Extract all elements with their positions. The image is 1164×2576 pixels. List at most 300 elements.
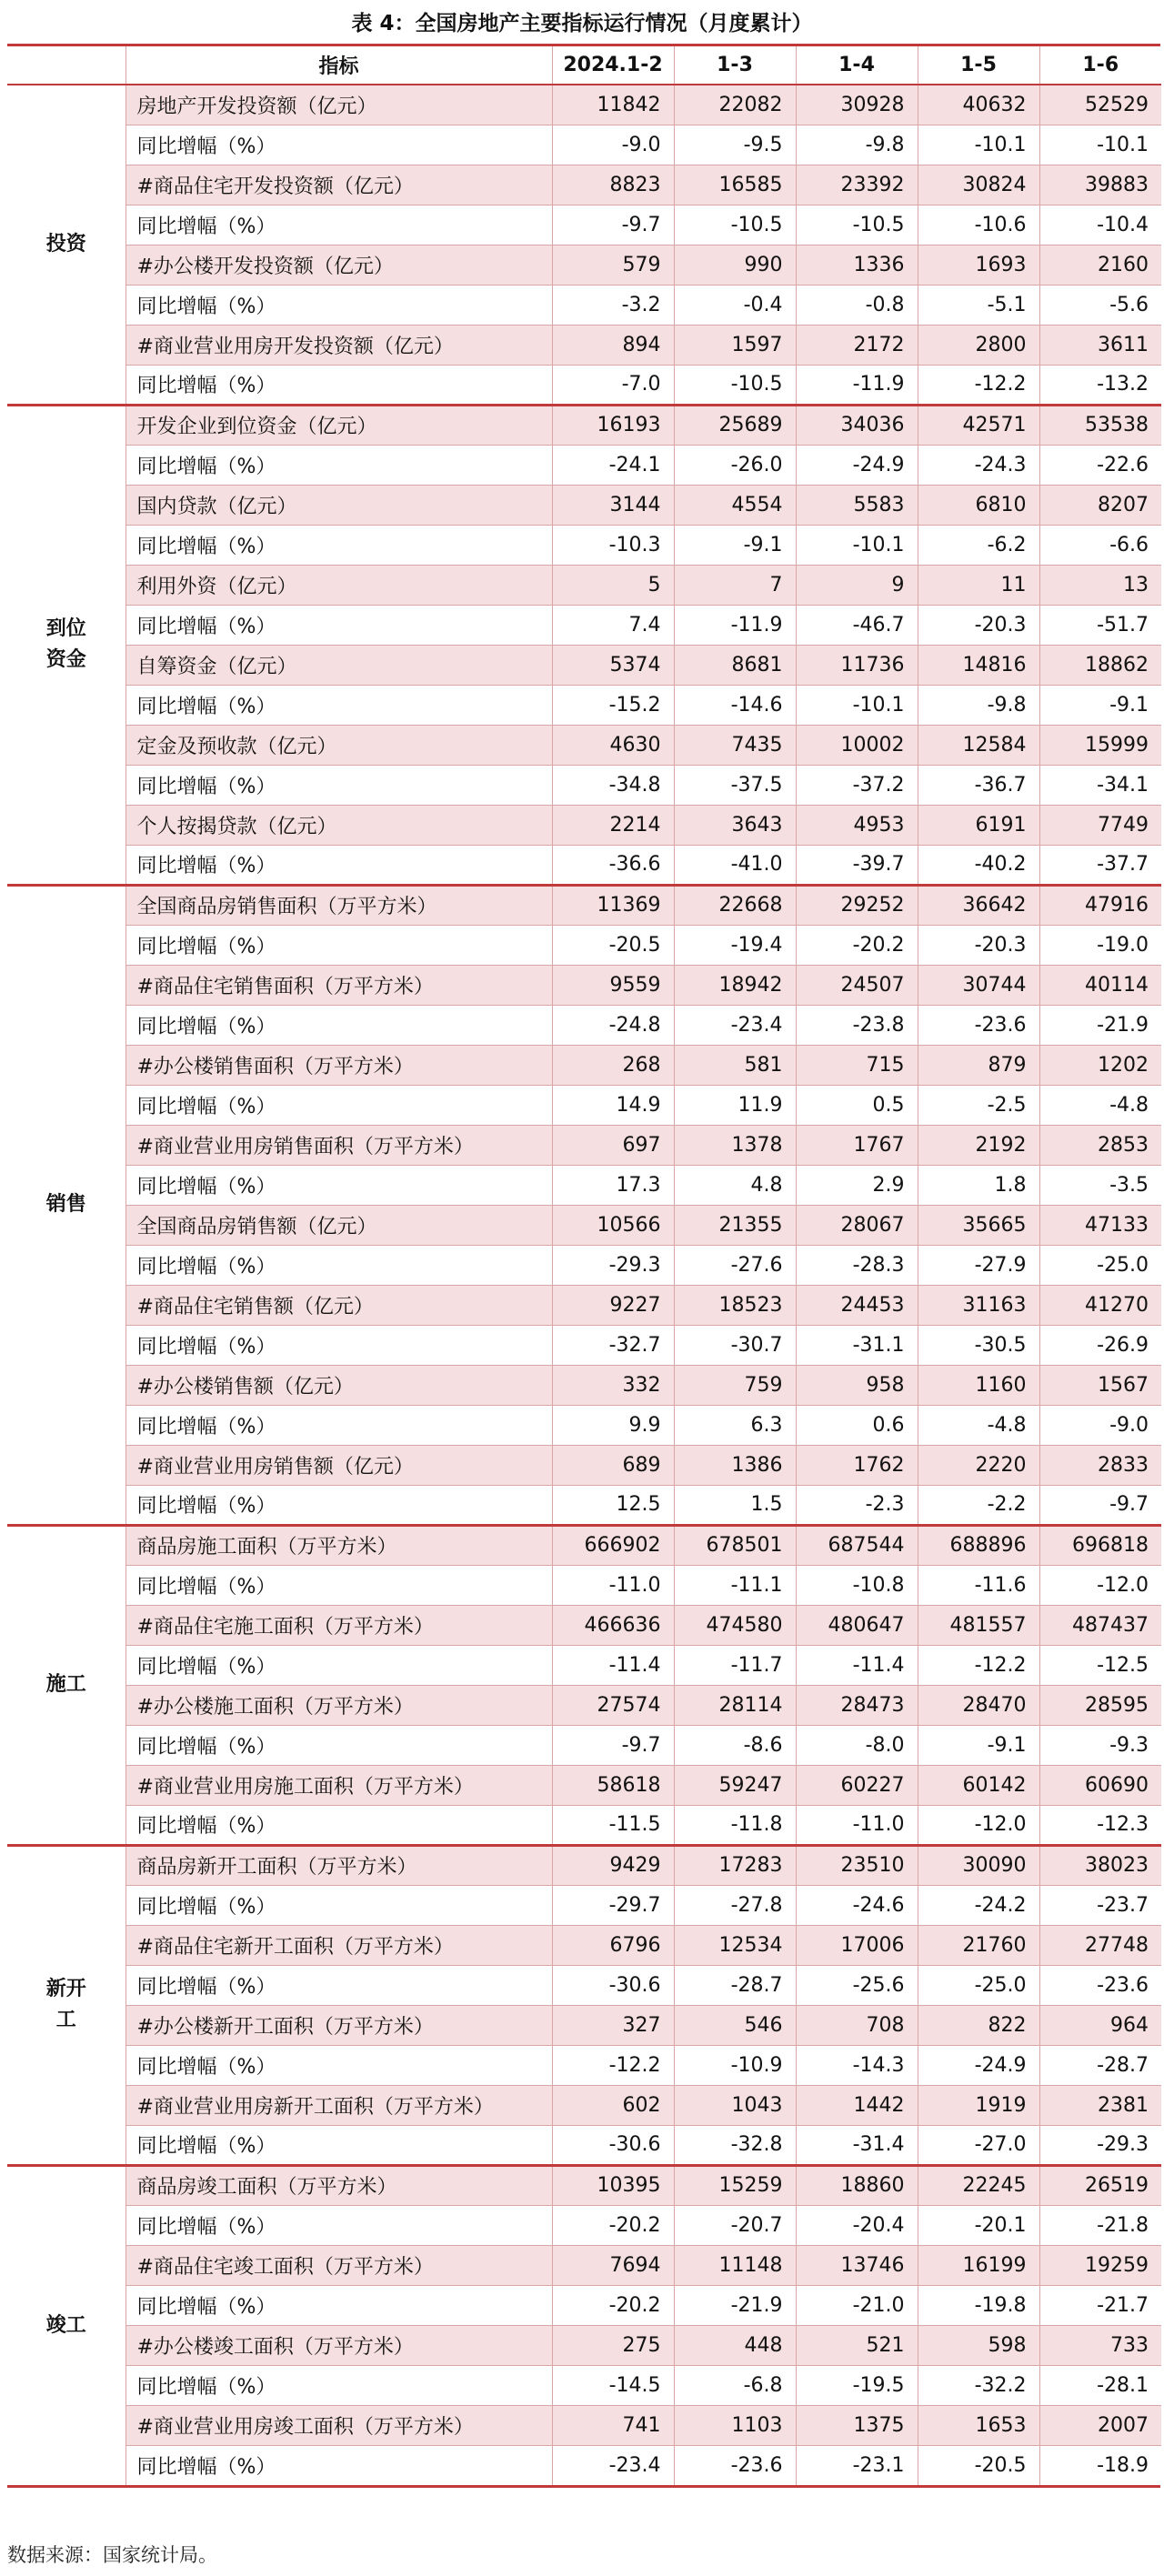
cell-value: -8.6 bbox=[674, 1725, 796, 1765]
cell-value: -9.1 bbox=[1039, 685, 1161, 725]
row-label: 国内贷款（亿元） bbox=[125, 485, 552, 525]
cell-value: -20.3 bbox=[918, 925, 1039, 965]
cell-value: 11842 bbox=[552, 85, 674, 125]
table-title: 表 4：全国房地产主要指标运行情况（月度累计） bbox=[351, 12, 813, 35]
section-0 bbox=[7, 85, 1161, 405]
cell-value: -23.1 bbox=[796, 2445, 918, 2485]
cell-value: -27.0 bbox=[918, 2125, 1039, 2165]
cell-value: 581 bbox=[674, 1045, 796, 1085]
row-label: #办公楼销售面积（万平方米） bbox=[125, 1045, 552, 1085]
cell-value: 12534 bbox=[674, 1925, 796, 1965]
cell-value: -11.8 bbox=[674, 1805, 796, 1845]
cell-value: 21760 bbox=[918, 1925, 1039, 1965]
cell-value: 30090 bbox=[918, 1845, 1039, 1885]
section-5 bbox=[7, 2165, 1161, 2485]
cell-value: 24507 bbox=[796, 965, 918, 1005]
row-label: 利用外资（亿元） bbox=[125, 565, 552, 605]
row-label: 同比增幅（%） bbox=[125, 2205, 552, 2245]
table-row bbox=[7, 2205, 1161, 2245]
cell-value: 60227 bbox=[796, 1765, 918, 1805]
row-label: 同比增幅（%） bbox=[125, 1165, 552, 1205]
cell-value: -32.8 bbox=[674, 2125, 796, 2165]
cell-value: 15999 bbox=[1039, 725, 1161, 765]
header-row bbox=[7, 46, 1161, 85]
table-row bbox=[7, 405, 1161, 445]
cell-value: 18860 bbox=[796, 2165, 918, 2205]
cell-value: 7.4 bbox=[552, 605, 674, 645]
cell-value: 52529 bbox=[1039, 85, 1161, 125]
table-row bbox=[7, 1245, 1161, 1285]
cell-value: -12.5 bbox=[1039, 1645, 1161, 1685]
cell-value: -9.7 bbox=[1039, 1485, 1161, 1525]
cell-value: 521 bbox=[796, 2325, 918, 2365]
cell-value: -2.3 bbox=[796, 1485, 918, 1525]
cell-value: -26.0 bbox=[674, 445, 796, 485]
cell-value: 15259 bbox=[674, 2165, 796, 2205]
header-indicator: 指标 bbox=[125, 46, 552, 85]
cell-value: 3611 bbox=[1039, 325, 1161, 365]
cell-value: -2.2 bbox=[918, 1485, 1039, 1525]
table-row bbox=[7, 525, 1161, 565]
cell-value: -27.8 bbox=[674, 1885, 796, 1925]
cell-value: 41270 bbox=[1039, 1285, 1161, 1325]
cell-value: 10566 bbox=[552, 1205, 674, 1245]
row-label: 同比增幅（%） bbox=[125, 285, 552, 325]
cell-value: 38023 bbox=[1039, 1845, 1161, 1885]
row-label: 房地产开发投资额（亿元） bbox=[125, 85, 552, 125]
row-label: 同比增幅（%） bbox=[125, 1565, 552, 1605]
cell-value: -7.0 bbox=[552, 365, 674, 405]
cell-value: -22.6 bbox=[1039, 445, 1161, 485]
cell-value: -25.0 bbox=[918, 1965, 1039, 2005]
cell-value: -24.3 bbox=[918, 445, 1039, 485]
cell-value: -12.0 bbox=[1039, 1565, 1161, 1605]
cell-value: 1.5 bbox=[674, 1485, 796, 1525]
row-label: 同比增幅（%） bbox=[125, 1645, 552, 1685]
section-1 bbox=[7, 405, 1161, 885]
cell-value: -23.7 bbox=[1039, 1885, 1161, 1925]
cell-value: -41.0 bbox=[674, 845, 796, 885]
cell-value: 22668 bbox=[674, 885, 796, 925]
cell-value: 24453 bbox=[796, 1285, 918, 1325]
cell-value: -23.8 bbox=[796, 1005, 918, 1045]
table-row bbox=[7, 965, 1161, 1005]
cell-value: 327 bbox=[552, 2005, 674, 2045]
cell-value: 27574 bbox=[552, 1685, 674, 1725]
table-row bbox=[7, 1525, 1161, 1565]
row-label: 同比增幅（%） bbox=[125, 1085, 552, 1125]
table-row bbox=[7, 1885, 1161, 1925]
cell-value: -29.3 bbox=[552, 1245, 674, 1285]
row-label: #商品住宅竣工面积（万平方米） bbox=[125, 2245, 552, 2285]
cell-value: 4554 bbox=[674, 485, 796, 525]
row-label: 商品房竣工面积（万平方米） bbox=[125, 2165, 552, 2205]
cell-value: 28067 bbox=[796, 1205, 918, 1245]
cell-value: 10395 bbox=[552, 2165, 674, 2205]
cell-value: 28114 bbox=[674, 1685, 796, 1725]
cell-value: 11369 bbox=[552, 885, 674, 925]
cell-value: 19259 bbox=[1039, 2245, 1161, 2285]
row-label: 商品房新开工面积（万平方米） bbox=[125, 1845, 552, 1885]
cell-value: 28595 bbox=[1039, 1685, 1161, 1725]
cell-value: 35665 bbox=[918, 1205, 1039, 1245]
cell-value: 28473 bbox=[796, 1685, 918, 1725]
cell-value: 2853 bbox=[1039, 1125, 1161, 1165]
cell-value: -23.6 bbox=[918, 1005, 1039, 1045]
cell-value: 1762 bbox=[796, 1445, 918, 1485]
cell-value: -12.2 bbox=[918, 1645, 1039, 1685]
cell-value: 2160 bbox=[1039, 245, 1161, 285]
cell-value: -25.6 bbox=[796, 1965, 918, 2005]
table-row bbox=[7, 2245, 1161, 2285]
table-row bbox=[7, 1965, 1161, 2005]
table-row bbox=[7, 1165, 1161, 1205]
row-label: 同比增幅（%） bbox=[125, 2125, 552, 2165]
cell-value: -14.3 bbox=[796, 2045, 918, 2085]
table-header bbox=[7, 46, 1161, 85]
cell-value: 5583 bbox=[796, 485, 918, 525]
cell-value: 7 bbox=[674, 565, 796, 605]
cell-value: -10.9 bbox=[674, 2045, 796, 2085]
row-label: 同比增幅（%） bbox=[125, 1485, 552, 1525]
cell-value: 687544 bbox=[796, 1525, 918, 1565]
cell-value: 3643 bbox=[674, 805, 796, 845]
row-label: 商品房施工面积（万平方米） bbox=[125, 1525, 552, 1565]
cell-value: 18942 bbox=[674, 965, 796, 1005]
cell-value: -34.8 bbox=[552, 765, 674, 805]
cell-value: -10.8 bbox=[796, 1565, 918, 1605]
cell-value: -9.8 bbox=[918, 685, 1039, 725]
header-period: 1-4 bbox=[796, 46, 918, 85]
cell-value: -20.7 bbox=[674, 2205, 796, 2245]
cell-value: 27748 bbox=[1039, 1925, 1161, 1965]
table-row bbox=[7, 2005, 1161, 2045]
table-row bbox=[7, 1045, 1161, 1085]
cell-value: -18.9 bbox=[1039, 2445, 1161, 2485]
cell-value: -24.1 bbox=[552, 445, 674, 485]
cell-value: -26.9 bbox=[1039, 1325, 1161, 1365]
cell-value: -11.9 bbox=[796, 365, 918, 405]
cell-value: 1597 bbox=[674, 325, 796, 365]
table-row bbox=[7, 2165, 1161, 2205]
cell-value: -23.6 bbox=[1039, 1965, 1161, 2005]
cell-value: -19.0 bbox=[1039, 925, 1161, 965]
table-row bbox=[7, 1005, 1161, 1045]
table-row bbox=[7, 1765, 1161, 1805]
table-row bbox=[7, 245, 1161, 285]
cell-value: 16199 bbox=[918, 2245, 1039, 2285]
row-label: #商业营业用房竣工面积（万平方米） bbox=[125, 2405, 552, 2445]
cell-value: -4.8 bbox=[918, 1405, 1039, 1445]
cell-value: -37.5 bbox=[674, 765, 796, 805]
cell-value: 14.9 bbox=[552, 1085, 674, 1125]
cell-value: -27.6 bbox=[674, 1245, 796, 1285]
cell-value: -31.4 bbox=[796, 2125, 918, 2165]
cell-value: -12.2 bbox=[918, 365, 1039, 405]
cell-value: 1386 bbox=[674, 1445, 796, 1485]
cell-value: 59247 bbox=[674, 1765, 796, 1805]
cell-value: 7435 bbox=[674, 725, 796, 765]
table-row bbox=[7, 1085, 1161, 1125]
cell-value: 2214 bbox=[552, 805, 674, 845]
cell-value: 332 bbox=[552, 1365, 674, 1405]
cell-value: -32.7 bbox=[552, 1325, 674, 1365]
cell-value: -10.4 bbox=[1039, 205, 1161, 245]
row-label: #商业营业用房施工面积（万平方米） bbox=[125, 1765, 552, 1805]
header-group-corner bbox=[7, 46, 125, 85]
cell-value: 2.9 bbox=[796, 1165, 918, 1205]
table-row bbox=[7, 2365, 1161, 2405]
table-row bbox=[7, 1405, 1161, 1445]
table-row bbox=[7, 165, 1161, 205]
cell-value: -20.2 bbox=[796, 925, 918, 965]
table-row bbox=[7, 725, 1161, 765]
cell-value: -10.1 bbox=[1039, 125, 1161, 165]
cell-value: 894 bbox=[552, 325, 674, 365]
cell-value: -21.7 bbox=[1039, 2285, 1161, 2325]
cell-value: 487437 bbox=[1039, 1605, 1161, 1645]
cell-value: 36642 bbox=[918, 885, 1039, 925]
cell-value: -27.9 bbox=[918, 1245, 1039, 1285]
cell-value: -20.2 bbox=[552, 2285, 674, 2325]
cell-value: -9.0 bbox=[552, 125, 674, 165]
cell-value: -13.2 bbox=[1039, 365, 1161, 405]
cell-value: 4.8 bbox=[674, 1165, 796, 1205]
row-label: #商品住宅新开工面积（万平方米） bbox=[125, 1925, 552, 1965]
cell-value: 696818 bbox=[1039, 1525, 1161, 1565]
cell-value: 6796 bbox=[552, 1925, 674, 1965]
cell-value: -19.5 bbox=[796, 2365, 918, 2405]
cell-value: -0.8 bbox=[796, 285, 918, 325]
cell-value: -11.4 bbox=[552, 1645, 674, 1685]
row-label: #办公楼销售额（亿元） bbox=[125, 1365, 552, 1405]
cell-value: -24.8 bbox=[552, 1005, 674, 1045]
table-row bbox=[7, 645, 1161, 685]
cell-value: -9.8 bbox=[796, 125, 918, 165]
cell-value: -21.9 bbox=[1039, 1005, 1161, 1045]
row-label: 同比增幅（%） bbox=[125, 445, 552, 485]
cell-value: -23.6 bbox=[674, 2445, 796, 2485]
cell-value: 9227 bbox=[552, 1285, 674, 1325]
cell-value: 60690 bbox=[1039, 1765, 1161, 1805]
cell-value: -29.7 bbox=[552, 1885, 674, 1925]
cell-value: 39883 bbox=[1039, 165, 1161, 205]
cell-value: 1693 bbox=[918, 245, 1039, 285]
cell-value: -23.4 bbox=[674, 1005, 796, 1045]
table-row bbox=[7, 2285, 1161, 2325]
cell-value: 1378 bbox=[674, 1125, 796, 1165]
cell-value: -20.5 bbox=[552, 925, 674, 965]
cell-value: 2172 bbox=[796, 325, 918, 365]
cell-value: -21.9 bbox=[674, 2285, 796, 2325]
cell-value: 7749 bbox=[1039, 805, 1161, 845]
cell-value: -34.1 bbox=[1039, 765, 1161, 805]
row-label: #商业营业用房销售额（亿元） bbox=[125, 1445, 552, 1485]
cell-value: -20.2 bbox=[552, 2205, 674, 2245]
cell-value: -30.7 bbox=[674, 1325, 796, 1365]
cell-value: -5.1 bbox=[918, 285, 1039, 325]
table-row bbox=[7, 285, 1161, 325]
cell-value: 30744 bbox=[918, 965, 1039, 1005]
cell-value: 40114 bbox=[1039, 965, 1161, 1005]
cell-value: -36.6 bbox=[552, 845, 674, 885]
row-label: 同比增幅（%） bbox=[125, 685, 552, 725]
cell-value: -11.9 bbox=[674, 605, 796, 645]
cell-value: 688896 bbox=[918, 1525, 1039, 1565]
cell-value: -20.3 bbox=[918, 605, 1039, 645]
cell-value: 2800 bbox=[918, 325, 1039, 365]
cell-value: 598 bbox=[918, 2325, 1039, 2365]
cell-value: 6.3 bbox=[674, 1405, 796, 1445]
header-period: 2024.1-2 bbox=[552, 46, 674, 85]
cell-value: -6.8 bbox=[674, 2365, 796, 2405]
cell-value: -28.3 bbox=[796, 1245, 918, 1285]
cell-value: 58618 bbox=[552, 1765, 674, 1805]
cell-value: -46.7 bbox=[796, 605, 918, 645]
cell-value: 6810 bbox=[918, 485, 1039, 525]
cell-value: 1160 bbox=[918, 1365, 1039, 1405]
cell-value: 8823 bbox=[552, 165, 674, 205]
row-label: 同比增幅（%） bbox=[125, 1405, 552, 1445]
cell-value: -15.2 bbox=[552, 685, 674, 725]
cell-value: -24.6 bbox=[796, 1885, 918, 1925]
row-label: 同比增幅（%） bbox=[125, 1325, 552, 1365]
cell-value: 666902 bbox=[552, 1525, 674, 1565]
cell-value: -51.7 bbox=[1039, 605, 1161, 645]
row-label: 同比增幅（%） bbox=[125, 1245, 552, 1285]
table-row bbox=[7, 805, 1161, 845]
row-label: 同比增幅（%） bbox=[125, 605, 552, 645]
cell-value: -36.7 bbox=[918, 765, 1039, 805]
cell-value: -11.4 bbox=[796, 1645, 918, 1685]
table-row bbox=[7, 1605, 1161, 1645]
cell-value: 6191 bbox=[918, 805, 1039, 845]
cell-value: 5374 bbox=[552, 645, 674, 685]
cell-value: -21.0 bbox=[796, 2285, 918, 2325]
cell-value: 697 bbox=[552, 1125, 674, 1165]
section-group-label: 竣工 bbox=[7, 2165, 125, 2485]
row-label: 同比增幅（%） bbox=[125, 925, 552, 965]
row-label: 同比增幅（%） bbox=[125, 2445, 552, 2485]
cell-value: -24.9 bbox=[918, 2045, 1039, 2085]
table-row bbox=[7, 485, 1161, 525]
cell-value: 13746 bbox=[796, 2245, 918, 2285]
cell-value: 759 bbox=[674, 1365, 796, 1405]
cell-value: 8207 bbox=[1039, 485, 1161, 525]
cell-value: 2833 bbox=[1039, 1445, 1161, 1485]
table-row bbox=[7, 685, 1161, 725]
cell-value: 9429 bbox=[552, 1845, 674, 1885]
row-label: 同比增幅（%） bbox=[125, 525, 552, 565]
header-period: 1-3 bbox=[674, 46, 796, 85]
cell-value: 1336 bbox=[796, 245, 918, 285]
cell-value: -28.7 bbox=[674, 1965, 796, 2005]
cell-value: -11.0 bbox=[552, 1565, 674, 1605]
cell-value: 1043 bbox=[674, 2085, 796, 2125]
cell-value: 11.9 bbox=[674, 1085, 796, 1125]
row-label: #商业营业用房开发投资额（亿元） bbox=[125, 325, 552, 365]
row-label: #办公楼施工面积（万平方米） bbox=[125, 1685, 552, 1725]
cell-value: 16585 bbox=[674, 165, 796, 205]
row-label: 同比增幅（%） bbox=[125, 765, 552, 805]
cell-value: -10.1 bbox=[796, 685, 918, 725]
cell-value: -20.5 bbox=[918, 2445, 1039, 2485]
cell-value: -11.0 bbox=[796, 1805, 918, 1845]
section-group-label: 施工 bbox=[7, 1525, 125, 1845]
cell-value: -9.1 bbox=[674, 525, 796, 565]
section-2 bbox=[7, 885, 1161, 1525]
cell-value: 12.5 bbox=[552, 1485, 674, 1525]
section-3 bbox=[7, 1525, 1161, 1845]
table-row bbox=[7, 85, 1161, 125]
cell-value: 53538 bbox=[1039, 405, 1161, 445]
cell-value: 1567 bbox=[1039, 1365, 1161, 1405]
cell-value: -20.1 bbox=[918, 2205, 1039, 2245]
cell-value: 10002 bbox=[796, 725, 918, 765]
cell-value: 480647 bbox=[796, 1605, 918, 1645]
cell-value: -28.7 bbox=[1039, 2045, 1161, 2085]
row-label: #办公楼新开工面积（万平方米） bbox=[125, 2005, 552, 2045]
header-period: 1-6 bbox=[1039, 46, 1161, 85]
cell-value: -8.0 bbox=[796, 1725, 918, 1765]
cell-value: 9.9 bbox=[552, 1405, 674, 1445]
cell-value: -12.0 bbox=[918, 1805, 1039, 1845]
cell-value: 3144 bbox=[552, 485, 674, 525]
cell-value: -32.2 bbox=[918, 2365, 1039, 2405]
cell-value: 22082 bbox=[674, 85, 796, 125]
cell-value: 822 bbox=[918, 2005, 1039, 2045]
table-row bbox=[7, 765, 1161, 805]
section-group-label: 新开工 bbox=[7, 1845, 125, 2165]
cell-value: -9.0 bbox=[1039, 1405, 1161, 1445]
cell-value: -3.2 bbox=[552, 285, 674, 325]
cell-value: 17.3 bbox=[552, 1165, 674, 1205]
cell-value: 1442 bbox=[796, 2085, 918, 2125]
section-group-label: 投资 bbox=[7, 85, 125, 405]
cell-value: -0.4 bbox=[674, 285, 796, 325]
table-row bbox=[7, 1325, 1161, 1365]
cell-value: 22245 bbox=[918, 2165, 1039, 2205]
cell-value: 16193 bbox=[552, 405, 674, 445]
cell-value: 958 bbox=[796, 1365, 918, 1405]
cell-value: 1375 bbox=[796, 2405, 918, 2445]
cell-value: -10.3 bbox=[552, 525, 674, 565]
cell-value: -10.1 bbox=[918, 125, 1039, 165]
cell-value: -25.0 bbox=[1039, 1245, 1161, 1285]
cell-value: 11736 bbox=[796, 645, 918, 685]
cell-value: 40632 bbox=[918, 85, 1039, 125]
row-label: 同比增幅（%） bbox=[125, 365, 552, 405]
row-label: 自筹资金（亿元） bbox=[125, 645, 552, 685]
cell-value: -10.5 bbox=[796, 205, 918, 245]
table-row bbox=[7, 1685, 1161, 1725]
cell-value: -11.5 bbox=[552, 1805, 674, 1845]
cell-value: 34036 bbox=[796, 405, 918, 445]
table-row bbox=[7, 1725, 1161, 1765]
cell-value: -12.3 bbox=[1039, 1805, 1161, 1845]
cell-value: -11.6 bbox=[918, 1565, 1039, 1605]
cell-value: -11.1 bbox=[674, 1565, 796, 1605]
table-row bbox=[7, 2085, 1161, 2125]
cell-value: 18523 bbox=[674, 1285, 796, 1325]
table-row bbox=[7, 1365, 1161, 1405]
row-label: 同比增幅（%） bbox=[125, 1965, 552, 2005]
cell-value: -10.5 bbox=[674, 365, 796, 405]
cell-value: 1919 bbox=[918, 2085, 1039, 2125]
cell-value: 29252 bbox=[796, 885, 918, 925]
cell-value: -14.6 bbox=[674, 685, 796, 725]
table-row bbox=[7, 1925, 1161, 1965]
